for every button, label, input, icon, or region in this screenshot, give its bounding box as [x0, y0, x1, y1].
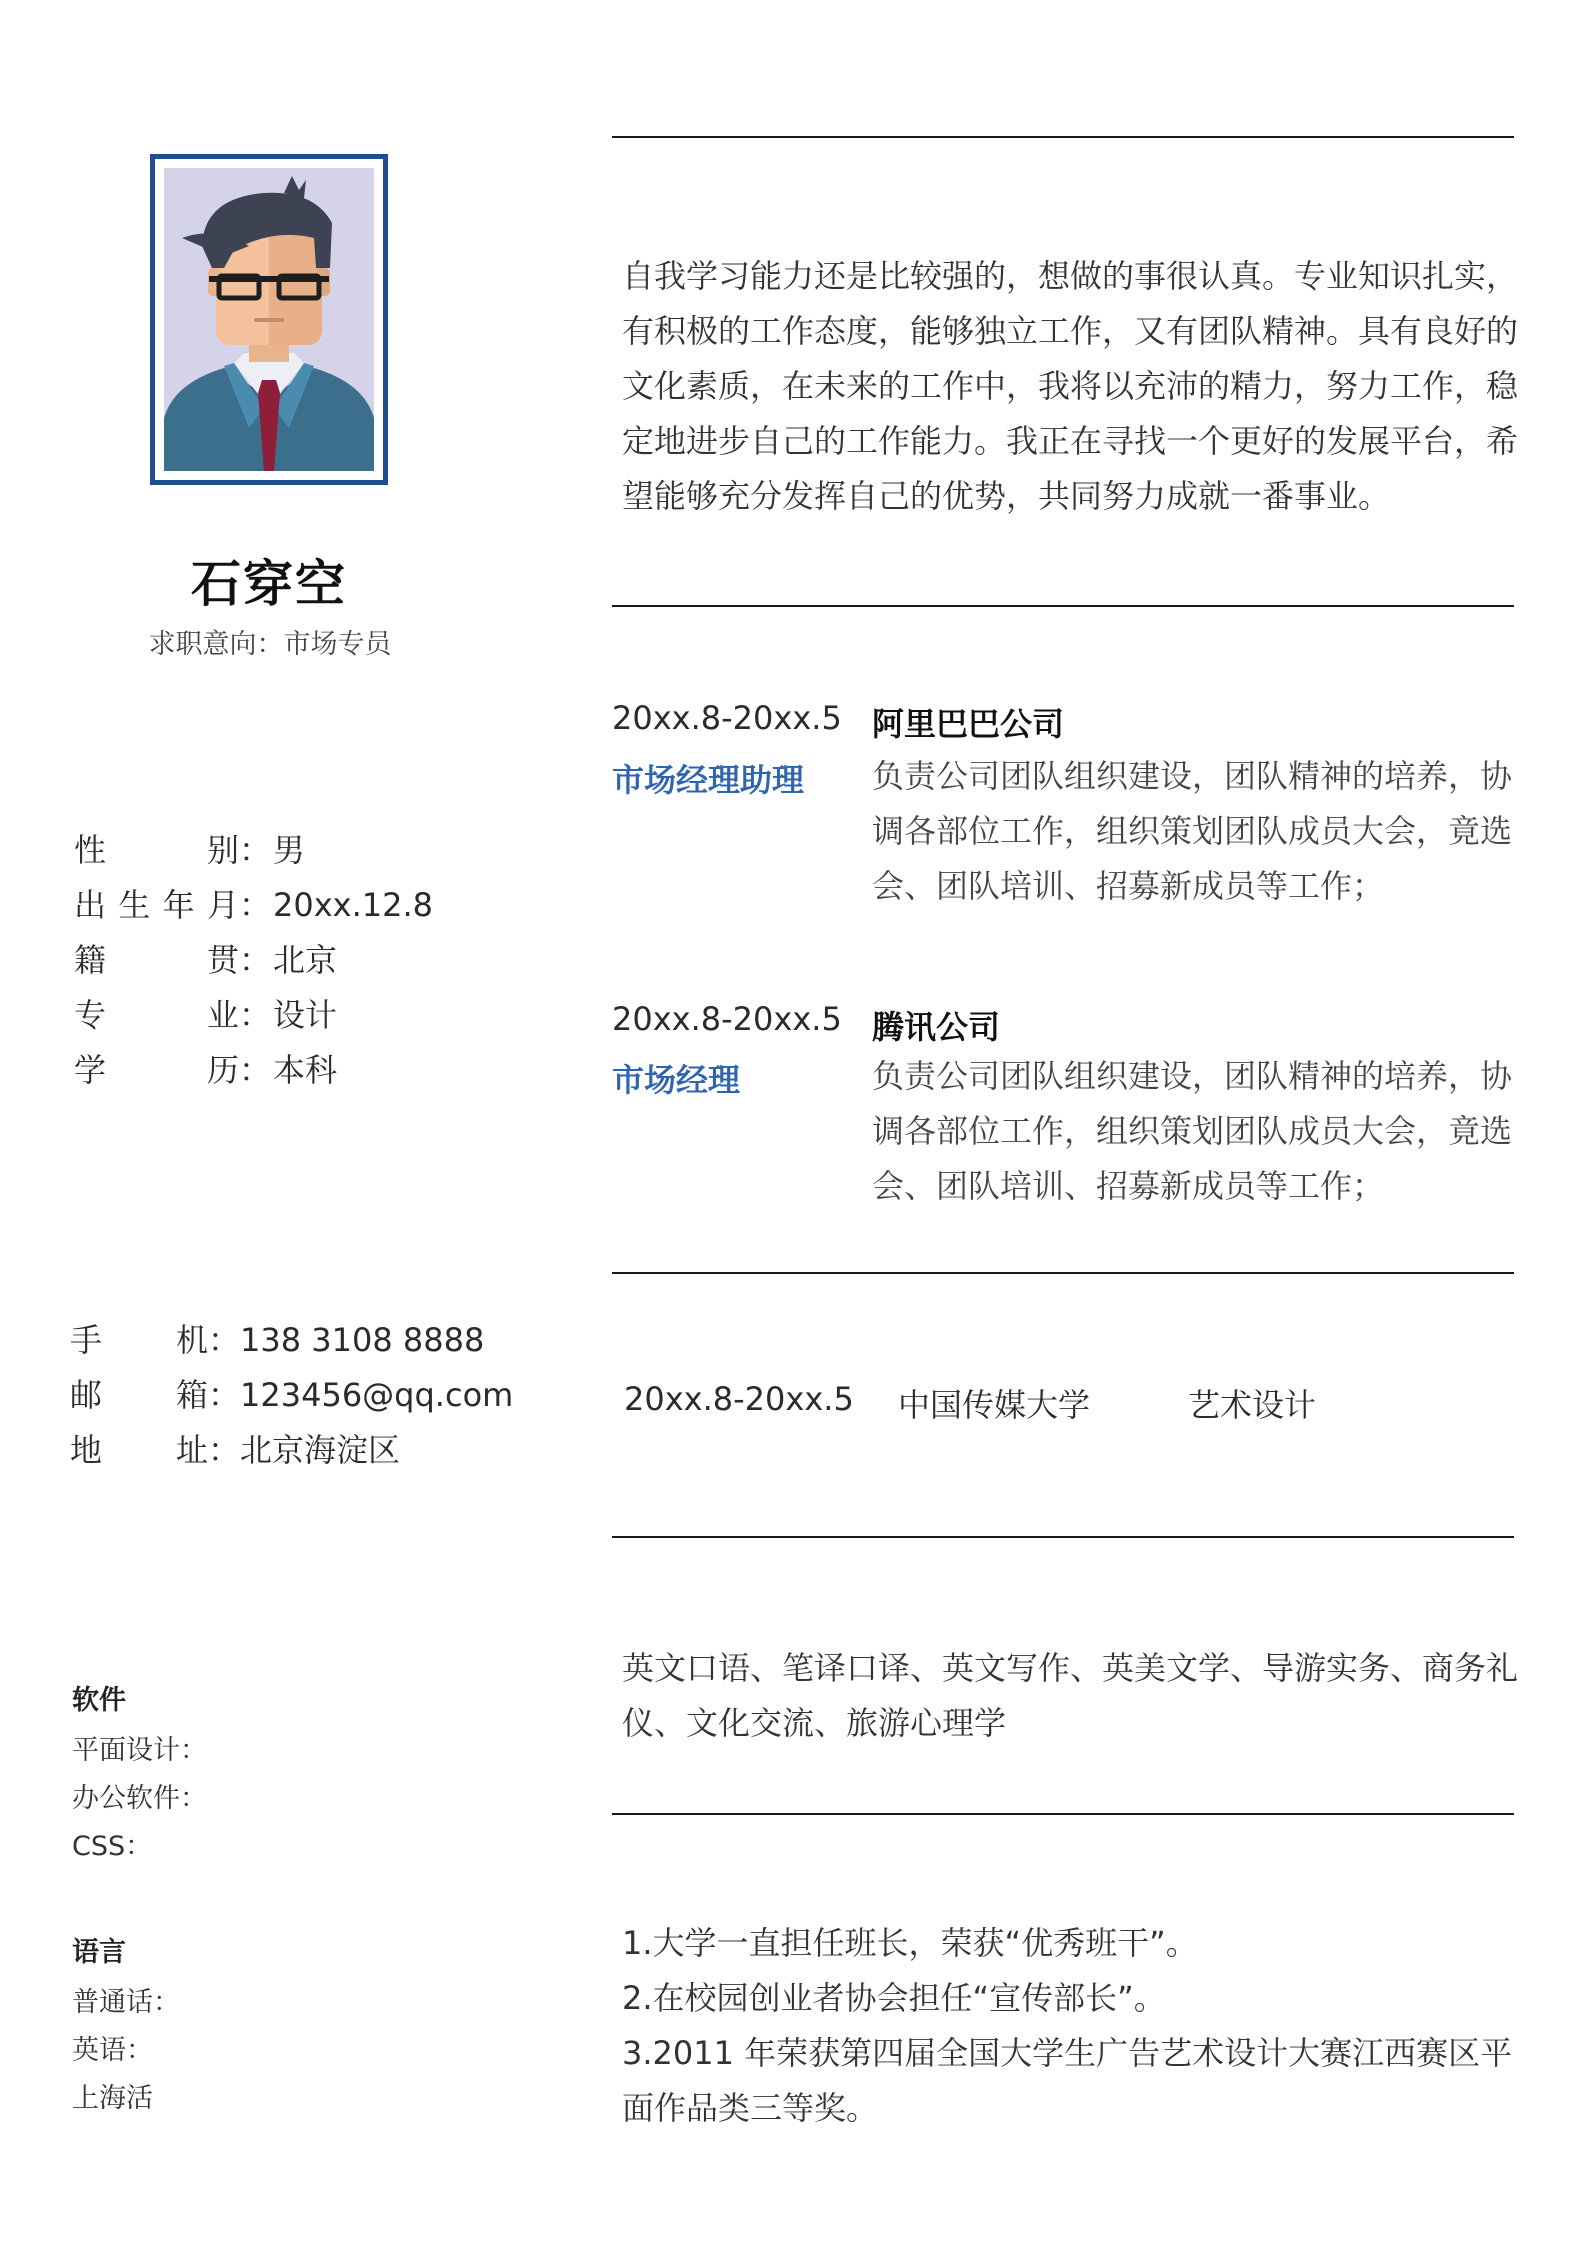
info-value: 本科: [273, 1051, 338, 1089]
contact-address: 地址：北京海淀区: [70, 1426, 400, 1474]
award-item: 1.大学一直担任班长，荣获“优秀班干”。: [622, 1924, 1198, 1962]
contact-label: 邮箱: [70, 1376, 208, 1414]
info-hometown: 籍贯：北京: [74, 936, 337, 984]
info-label: 专业: [74, 996, 239, 1034]
contact-label: 地址: [70, 1431, 208, 1469]
award-item: 3.2011 年荣获第四届全国大学生广告艺术设计大赛江西赛区平面作品类三等奖。: [622, 2034, 1513, 2127]
section-divider: [612, 1272, 1514, 1274]
software-item: 平面设计：: [72, 1735, 207, 1766]
experience-role: 市场经理助理: [612, 761, 805, 799]
software-title: 软件: [72, 1685, 126, 1716]
info-major: 专业：设计: [74, 991, 337, 1039]
info-value: 设计: [273, 996, 338, 1034]
info-value: 20xx.12.8: [273, 886, 434, 924]
language-item: 普通话：: [72, 1987, 180, 2018]
experience-company: 阿里巴巴公司: [872, 705, 1065, 743]
education-date: 20xx.8-20xx.5: [624, 1380, 854, 1418]
experience-role: 市场经理: [612, 1061, 741, 1099]
info-birth: 出生年月：20xx.12.8: [74, 881, 433, 929]
courses: 英文口语、笔译口译、英文写作、英美文学、导游实务、商务礼仪、文化交流、旅游心理学: [622, 1649, 1519, 1742]
language-item: 英语：: [72, 2035, 153, 2066]
experience-company: 腾讯公司: [872, 1008, 1001, 1046]
contact-phone: 手机：138 3108 8888: [70, 1316, 484, 1364]
info-label: 性别: [74, 831, 239, 869]
section-divider: [612, 136, 1514, 138]
experience-date: 20xx.8-20xx.5: [612, 1000, 842, 1038]
contact-value: 123456@qq.com: [240, 1376, 514, 1414]
profile-photo-frame: [150, 154, 388, 485]
info-label: 籍贯: [74, 941, 239, 979]
software-item: CSS：: [72, 1831, 153, 1862]
self-evaluation: 自我学习能力还是比较强的，想做的事很认真。专业知识扎实，有积极的工作态度，能够独立工作，又有团队精神。具有良好的文化素质，在未来的工作中，我将以充沛的精力，努力工作，稳定地进步自己的工作能力。我正在寻找一个更好的发展平台，希望能够充分发挥自己的优势，共同努力成就一番事业。: [622, 257, 1519, 515]
language-item: 上海活: [72, 2083, 153, 2114]
contact-label: 手机: [70, 1321, 208, 1359]
award-item: 2.在校园创业者协会担任“宣传部长”。: [622, 1979, 1166, 2017]
candidate-name: 石穿空: [191, 555, 347, 613]
job-intent-value: 市场专员: [283, 629, 392, 660]
section-divider: [612, 605, 1514, 607]
info-degree: 学历：本科: [74, 1046, 337, 1094]
info-value: 北京: [273, 941, 338, 979]
section-divider: [612, 1536, 1514, 1538]
contact-value: 北京海淀区: [240, 1431, 401, 1469]
experience-date: 20xx.8-20xx.5: [612, 699, 842, 737]
info-label: 学历: [74, 1051, 239, 1089]
experience-duty: 负责公司团队组织建设，团队精神的培养，协调各部位工作，组织策划团队成员大会，竟选会、团队培训、招募新成员等工作；: [872, 757, 1513, 905]
language-title: 语言: [72, 1937, 126, 1968]
contact-email: 邮箱：123456@qq.com: [70, 1371, 513, 1419]
info-label: 出生年月: [74, 886, 239, 924]
avatar: [164, 168, 374, 471]
section-divider: [612, 1813, 1514, 1815]
experience-duty: 负责公司团队组织建设，团队精神的培养，协调各部位工作，组织策划团队成员大会，竟选会、团队培训、招募新成员等工作；: [872, 1057, 1513, 1205]
job-intent-label: 求职意向：: [148, 629, 284, 660]
contact-value: 138 3108 8888: [240, 1321, 485, 1359]
info-gender: 性别：男: [74, 826, 305, 874]
education-school: 中国传媒大学: [898, 1386, 1091, 1424]
job-intent: [120, 622, 420, 661]
education-major: 艺术设计: [1188, 1386, 1317, 1424]
software-item: 办公软件：: [72, 1783, 207, 1814]
info-value: 男: [273, 831, 306, 869]
